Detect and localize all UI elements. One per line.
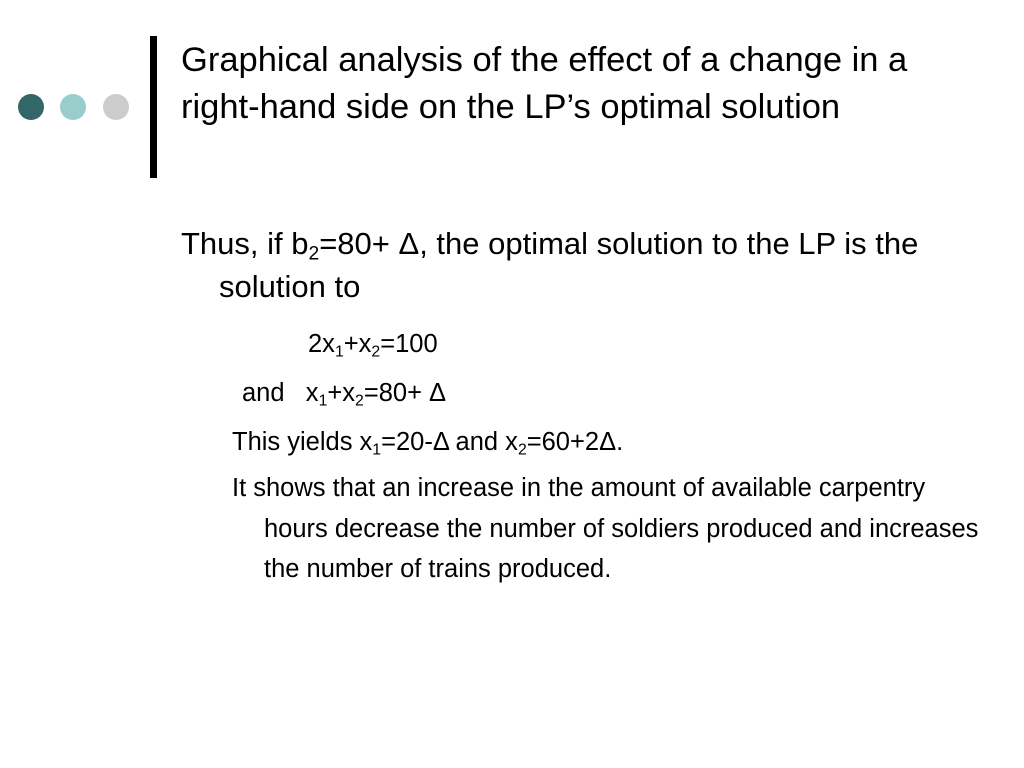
subscript: 1 <box>334 343 344 361</box>
text: and x <box>242 379 319 407</box>
conclusion-paragraph: It shows that an increase in the amount of available carpentry hours decrease the number of soldiers produced and increases the number of trains produced. <box>232 474 979 583</box>
text: =80+ Δ, the optimal solution to the LP is the solution to <box>219 226 919 304</box>
decoration-dot-light-gray <box>103 94 129 120</box>
text: +x <box>327 379 356 407</box>
text: +x <box>343 330 372 358</box>
bullet-thus <box>181 222 981 308</box>
decoration-dot-dark <box>18 94 44 120</box>
text: This yields x <box>232 428 373 456</box>
subscript: 2 <box>517 441 527 459</box>
subscript: 1 <box>372 441 382 459</box>
title-divider-bar <box>150 36 157 178</box>
slide-body <box>181 222 981 590</box>
equation-1 <box>308 329 981 359</box>
text: =20-Δ and x <box>381 428 518 456</box>
text: =80+ Δ <box>363 379 447 407</box>
text: =60+2Δ. <box>526 428 624 456</box>
yields-line <box>232 427 981 457</box>
subscript: 1 <box>318 392 328 410</box>
equation-2 <box>242 378 981 408</box>
text: =100 <box>380 330 438 358</box>
text: Thus, if b <box>181 226 309 261</box>
subscript: 2 <box>355 392 364 410</box>
decoration-dot-light-teal <box>60 94 86 120</box>
text: 2x <box>308 330 335 358</box>
subscript: 2 <box>308 243 320 265</box>
slide-title: Graphical analysis of the effect of a change in a right-hand side on the LP’s optimal solution <box>181 41 908 126</box>
subscript: 2 <box>371 343 381 361</box>
